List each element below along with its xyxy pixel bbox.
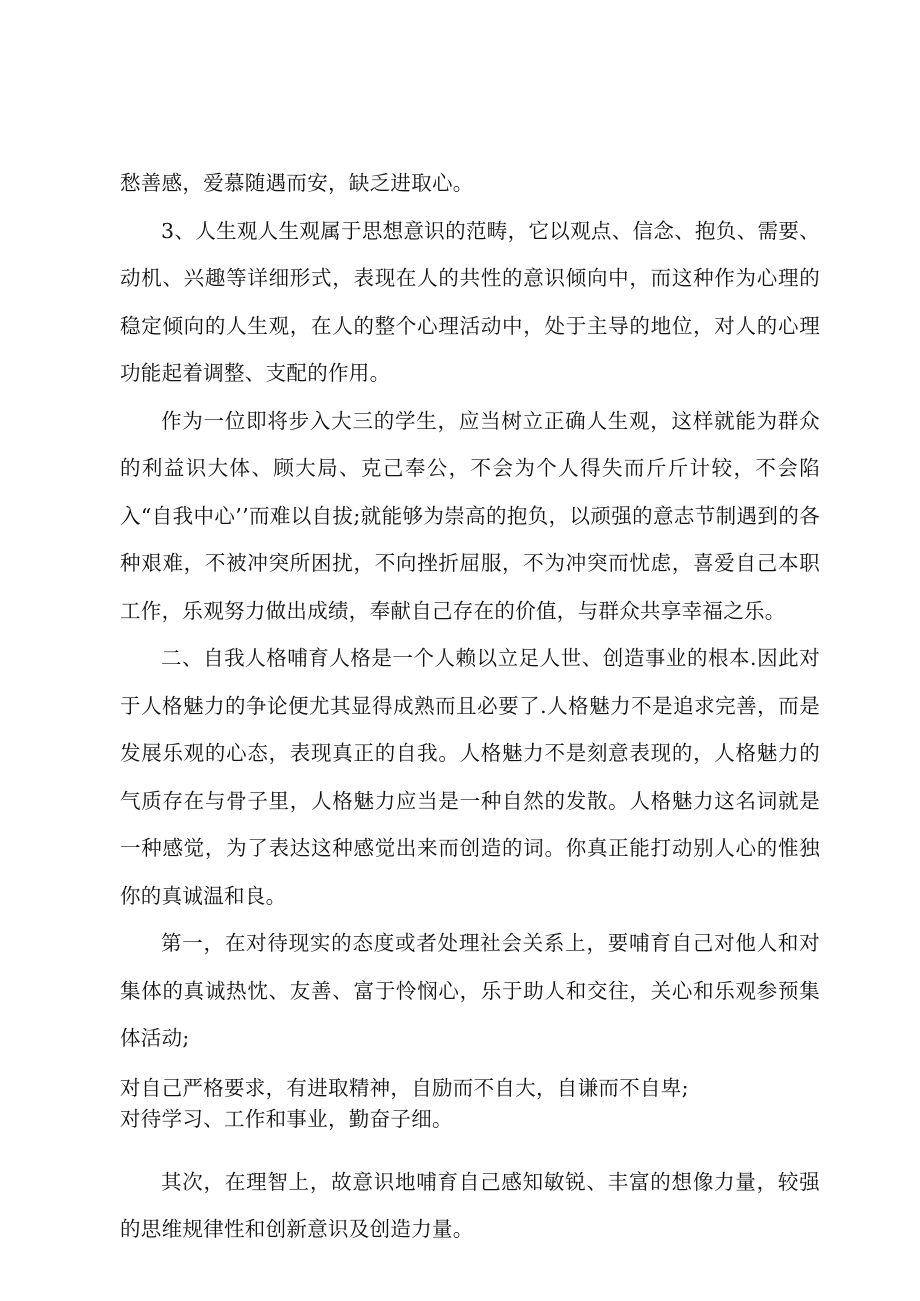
- paragraph-first: 第一，在对待现实的态度或者处理社会关系上，要哺育自己对他人和对集体的真诚热忱、友善、富于怜悯心，乐于助人和交往，关心和乐观参预集体活动;: [120, 931, 820, 1050]
- paragraph-student: 作为一位即将步入大三的学生，应当树立正确人生观，这样就能为群众的利益识大体、顾大局、克己奉公，不会为个人得失而斤斤计较，不会陷入“自我中心’’而难以自拔;就能够为崇高的抱负，以顽强的意志节制遇到的各种艰难，不被冲突所困扰，不向挫折屈服，不为冲突而忧虑，喜爱自己本职工作，乐观努力做出成绩，奉献自己存在的价值，与群众共享幸福之乐。: [120, 408, 820, 623]
- paragraph-second: 其次，在理智上，故意识地哺育自己感知敏锐、丰富的想像力量，较强的思维规律性和创新意识及创造力量。: [120, 1169, 820, 1241]
- paragraph-self-discipline: 对自己严格要求，有进取精神，自励而不自大，自谦而不自卑;: [120, 1075, 689, 1100]
- paragraph-outlook: 3、人生观人生观属于思想意识的范畴，它以观点、信念、抱负、需要、动机、兴趣等详细形式，表现在人的共性的意识倾向中，而这种作为心理的稳定倾向的人生观，在人的整个心理活动中，处于主导的地位，对人的心理功能起着调整、支配的作用。: [120, 218, 820, 385]
- paragraph-personality: 二、自我人格哺育人格是一个人赖以立足人世、创造事业的根本.因此对于人格魅力的争论便尤其显得成熟而且必要了.人格魅力不是追求完善，而是发展乐观的心态，表现真正的自我。人格魅力不是刻意表现的，人格魅力的气质存在与骨子里，人格魅力应当是一种自然的发散。人格魅力这名词就是一种感觉，为了表达这种感觉出来而创造的词。你真正能打动别人心的惟独你的真诚温和良。: [120, 646, 820, 908]
- paragraph-continuation: 愁善感，爱慕随遇而安，缺乏进取心。: [120, 171, 474, 195]
- document-body: [120, 160, 820, 1254]
- paragraph-diligence: 对待学习、工作和事业，勤奋子细。: [120, 1106, 453, 1131]
